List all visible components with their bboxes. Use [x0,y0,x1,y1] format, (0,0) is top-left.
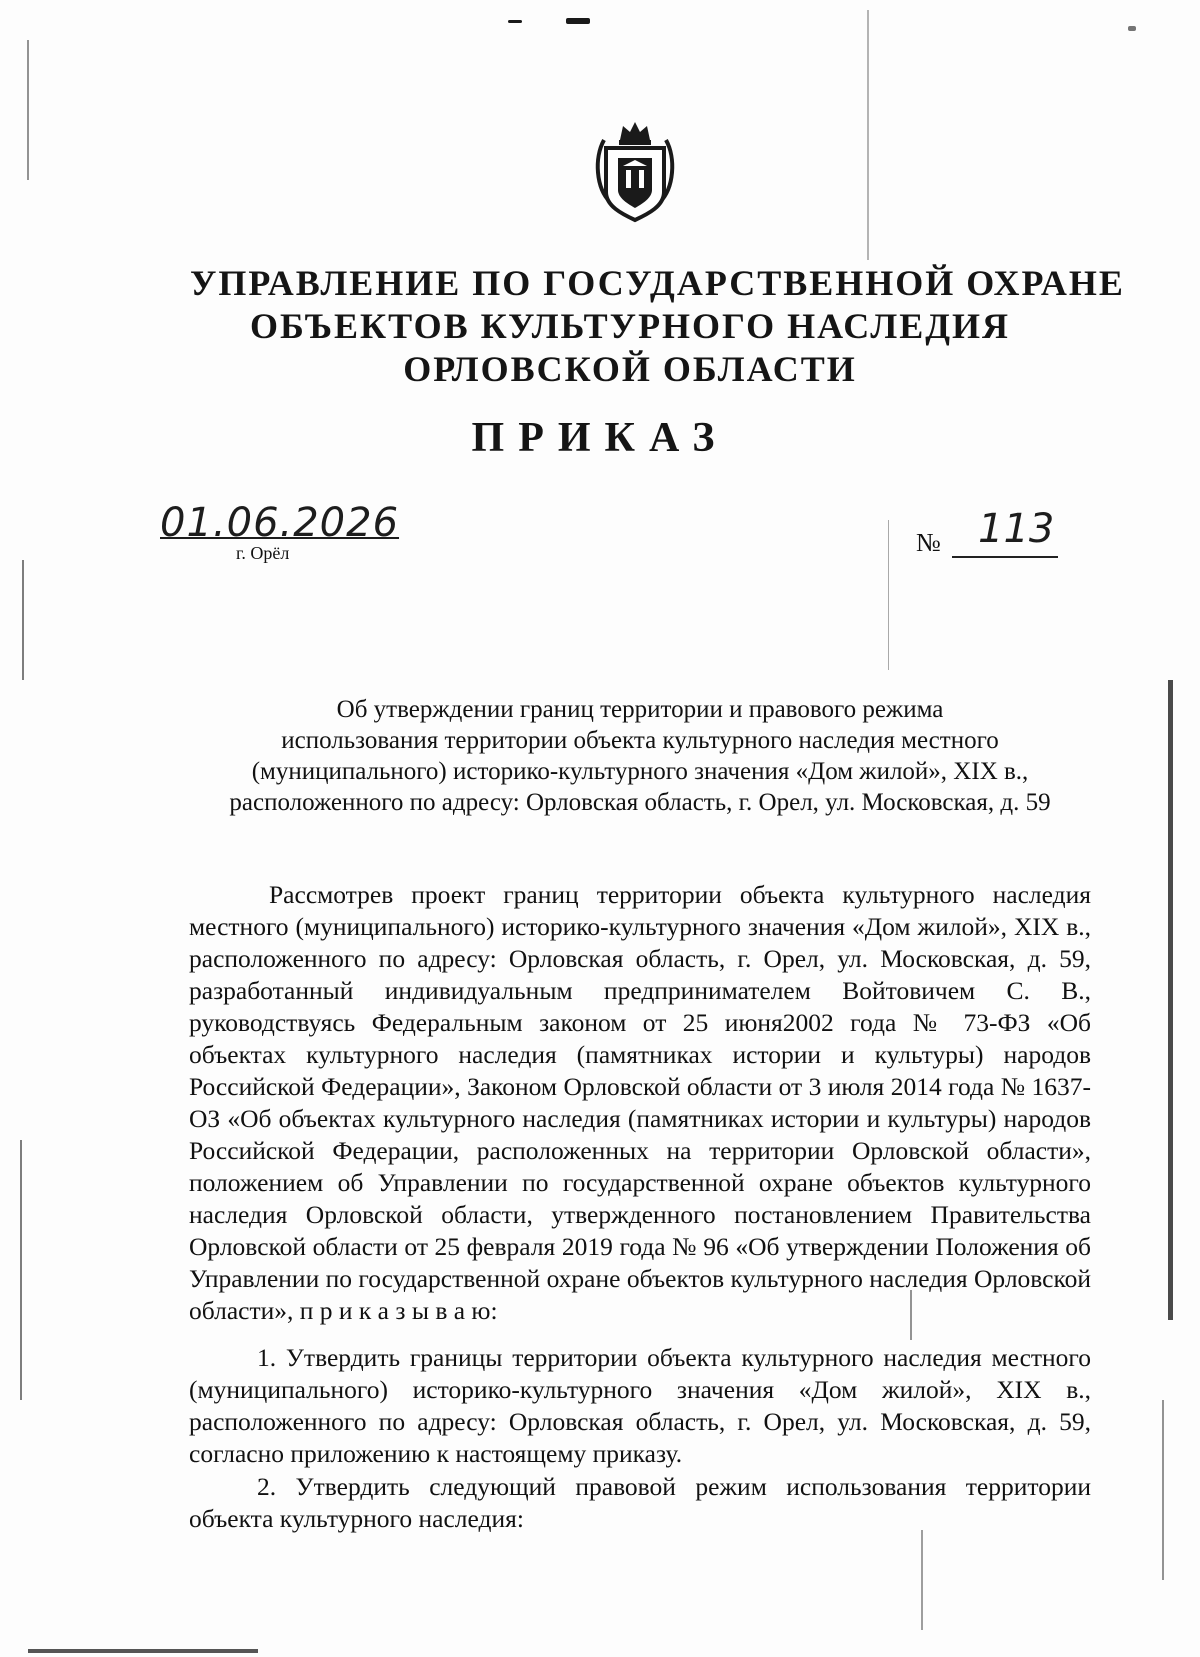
scan-artifact-left-edge [20,1140,22,1400]
order-title-line: использования территории объекта культурного наследия местного [281,727,999,754]
scan-artifact-right-edge [1162,1400,1164,1580]
scan-artifact-left-edge [22,560,24,680]
order-title-line: расположенного по адресу: Орловская область, г. Орел, ул. Московская, д. 59 [229,789,1051,816]
order-title-line: Об утверждении границ территории и правового режима [336,696,944,723]
organization-name [190,262,1125,391]
organization-line: ОБЪЕКТОВ КУЛЬТУРНОГО НАСЛЕДИЯ [250,306,1010,346]
scan-artifact-top-mark [566,18,590,24]
order-title [190,694,1090,818]
issue-city: г. Орёл [236,543,290,563]
preamble-paragraph: Рассмотрев проект границ территории объекта культурного наследия местного (муниципального) историко-культурного значения «Дом жилой», XIX в., расположенного по адресу: Орловская область, г. Орел, ул. Московская, д. 59, разработанный индивидуальным предпринимателем Войтовичем С. В., руководствуясь Федеральным законом от 25 июня2002 года № 73-ФЗ «Об объектах культурного наследия (памятниках истории и культуры) народов Российской Федерации», Законом Орловской области от 3 июля 2014 года № 1637-ОЗ «Об объектах культурного наследия (памятниках истории и культуры) народов Российской Федерации, расположенных на территории Орловской области», положением об Управлении по государственной охране объектов культурного наследия Орловской области, утвержденного постановлением Правительства Орловской области от 25 февраля 2019 года № 96 «Об утверждении Положения об Управлении по государственной охране объектов культурного наследия Орловской области», п р и к а з ы в а ю: [189,880,1091,1325]
scan-artifact-top-mark [1128,26,1136,31]
scan-artifact-vertical [888,520,889,670]
scan-artifact-right-edge [1168,680,1173,1320]
scan-artifact-vertical [921,1530,923,1630]
number-label: № [916,528,941,557]
coat-of-arms-icon [590,118,680,224]
order-title-line: (муниципального) историко-культурного значения «Дом жилой», XIX в., [251,758,1029,785]
order-item-1: 1. Утвердить границы территории объекта культурного наследия местного (муниципального) историко-культурного значения «Дом жилой», XIX в., расположенного по адресу: Орловская область, г. Орел, ул. Московская, д. 59, согласно приложению к настоящему приказу. [189,1343,1091,1468]
document-type-heading: ПРИКАЗ [471,415,729,461]
scan-artifact-bottom [28,1649,258,1653]
scan-artifact-top-mark [508,20,522,23]
scan-artifact-left-edge [27,40,29,180]
organization-line: ОРЛОВСКОЙ ОБЛАСТИ [403,349,857,389]
handwritten-number: 113 [978,506,1055,552]
number-underline [952,556,1058,558]
scan-artifact-vertical [867,10,869,260]
handwritten-date: 01.06.2026 [160,500,400,546]
organization-line: УПРАВЛЕНИЕ ПО ГОСУДАРСТВЕННОЙ ОХРАНЕ [190,263,1125,303]
order-item-2: 2. Утвердить следующий правовой режим использования территории объекта культурного наследия: [189,1472,1091,1533]
